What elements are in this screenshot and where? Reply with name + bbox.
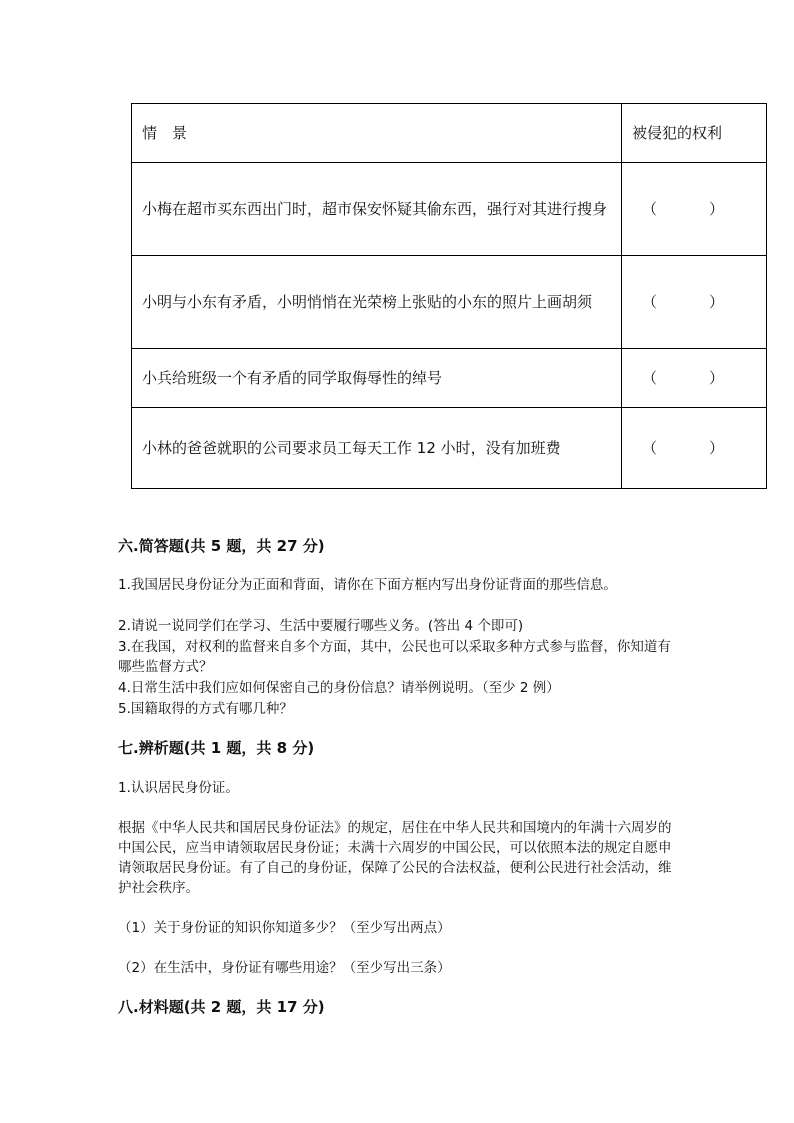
scene-cell: 小梅在超市买东西出门时，超市保安怀疑其偷东西，强行对其进行搜身: [132, 163, 622, 256]
question-6-1: 1.我国居民身份证分为正面和背面，请你在下面方框内写出身份证背面的那些信息。: [118, 577, 617, 593]
table-row: [132, 163, 767, 256]
rights-table: [131, 103, 767, 489]
question-6-4: 4.日常生活中我们应如何保密自己的身份信息？请举例说明。（至少 2 例）: [118, 680, 560, 696]
question-6-2: 2.请说一说同学们在学习、生活中要履行哪些义务。(答出 4 个即可): [118, 618, 524, 634]
question-7-1: 1.认识居民身份证。: [118, 780, 239, 796]
section-6-title: 六.简答题(共 5 题，共 27 分): [118, 537, 325, 555]
answer-cell[interactable]: （ ）: [622, 256, 767, 349]
table-row: [132, 408, 767, 489]
table-row: [132, 349, 767, 408]
answer-cell[interactable]: （ ）: [622, 408, 767, 489]
section-8-title: 八.材料题(共 2 题，共 17 分): [118, 998, 325, 1016]
answer-cell[interactable]: （ ）: [622, 349, 767, 408]
question-7-passage: 根据《中华人民共和国居民身份证法》的规定，居住在中华人民共和国境内的年满十六周岁的中国公民，应当申请领取居民身份证；未满十六周岁的中国公民，可以依照本法的规定自愿申请领取居民身份证。有了自己的身份证，保障了公民的合法权益，便利公民进行社会活动，维护社会秩序。: [118, 820, 672, 896]
header-scene: 情 景: [132, 104, 622, 163]
question-6-3: 3.在我国，对权利的监督来自多个方面，其中，公民也可以采取多种方式参与监督，你知道有哪些监督方式？: [118, 639, 671, 675]
scene-cell: 小兵给班级一个有矛盾的同学取侮辱性的绰号: [132, 349, 622, 408]
scene-cell: 小明与小东有矛盾，小明悄悄在光荣榜上张贴的小东的照片上画胡须: [132, 256, 622, 349]
question-6-5: 5.国籍取得的方式有哪几种？: [118, 701, 293, 717]
header-violated-right: 被侵犯的权利: [622, 104, 767, 163]
question-7-sub-2: （2）在生活中，身份证有哪些用途？（至少写出三条）: [118, 960, 451, 976]
question-7-sub-1: （1）关于身份证的知识你知道多少？（至少写出两点）: [118, 920, 451, 936]
table-header-row: [132, 104, 767, 163]
table-row: [132, 256, 767, 349]
section-7-title: 七.辨析题(共 1 题，共 8 分): [118, 739, 315, 757]
scene-cell: 小林的爸爸就职的公司要求员工每天工作 12 小时，没有加班费: [132, 408, 622, 489]
answer-cell[interactable]: （ ）: [622, 163, 767, 256]
